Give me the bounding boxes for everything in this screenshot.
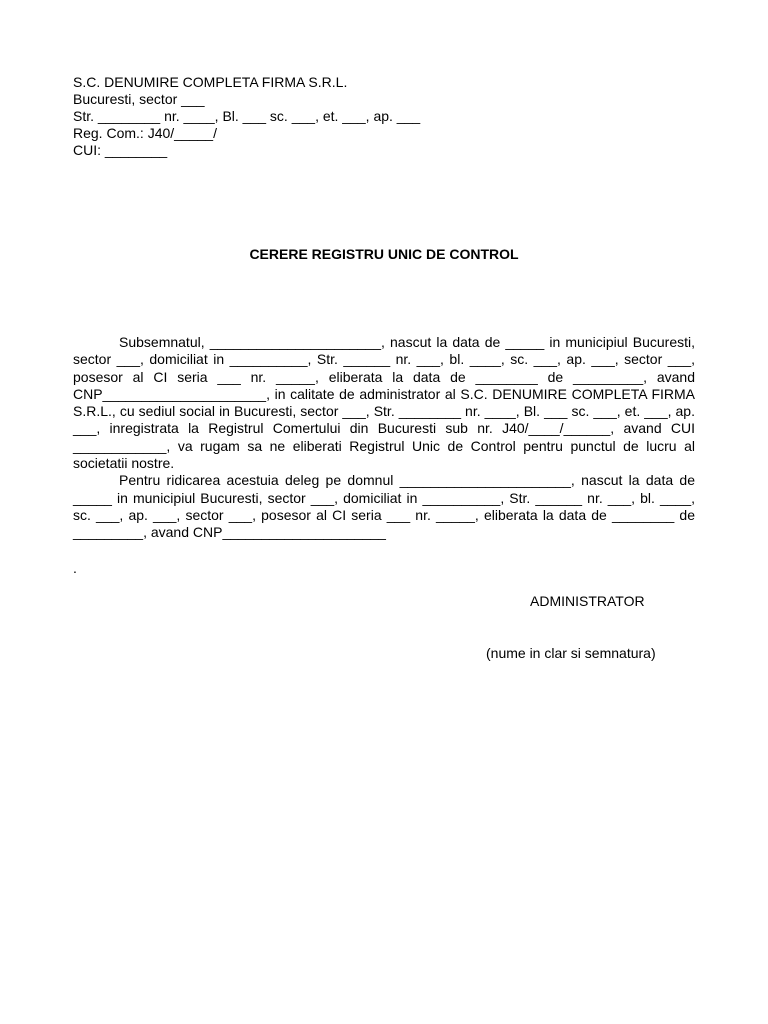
signature-role: ADMINISTRATOR: [530, 593, 645, 609]
company-name: S.C. DENUMIRE COMPLETA FIRMA S.R.L.: [73, 74, 348, 90]
document-title: CERERE REGISTRU UNIC DE CONTROL: [249, 246, 519, 262]
signature-hint: (nume in clar si semnatura): [486, 645, 656, 661]
stray-dot: .: [73, 560, 77, 576]
body-paragraph-request: Subsemnatul, ______________________, nascut la data de _____ in municipiul Bucuresti, sector ___, domiciliat in __________, Str. ______ nr. ___, bl. ____, sc. ___, ap. ___, sector ___, posesor al CI seria ___ nr. _____, eliberata la data de ________ de _________, avand CNP_____________________, in calitate de administrator al S.C. DENUMIRE COMPLETA FIRMA S.R.L., cu sediul social in Bucuresti, sector ___, Str. ________ nr. ____, Bl. ___ sc. ___, et. ___, ap. ___, inregistrata la Registrul Comertului din Bucuresti sub nr. J40/____/______, avand CUI ____________, va rugam sa ne eliberati Registrul Unic de Control pentru punctul de lucru al societatii nostre.: [73, 334, 695, 472]
body-paragraph-delegation: Pentru ridicarea acestuia deleg pe domnul ______________________, nascut la data de _____ in municipiul Bucuresti, sector ___, domiciliat in __________, Str. ______ nr. ___, bl. ____, sc. ___, ap. ___, sector ___, posesor al CI seria ___ nr. _____, eliberata la data de ________ de _________, avand CNP_____________________: [73, 472, 695, 541]
company-city: Bucuresti, sector ___: [73, 91, 205, 107]
company-address: Str. ________ nr. ____, Bl. ___ sc. ___, et. ___, ap. ___: [73, 108, 421, 124]
company-cui: CUI: ________: [73, 142, 168, 158]
company-header: [73, 74, 420, 159]
company-reg-com: Reg. Com.: J40/_____/: [73, 125, 217, 141]
request-body: [73, 334, 695, 542]
